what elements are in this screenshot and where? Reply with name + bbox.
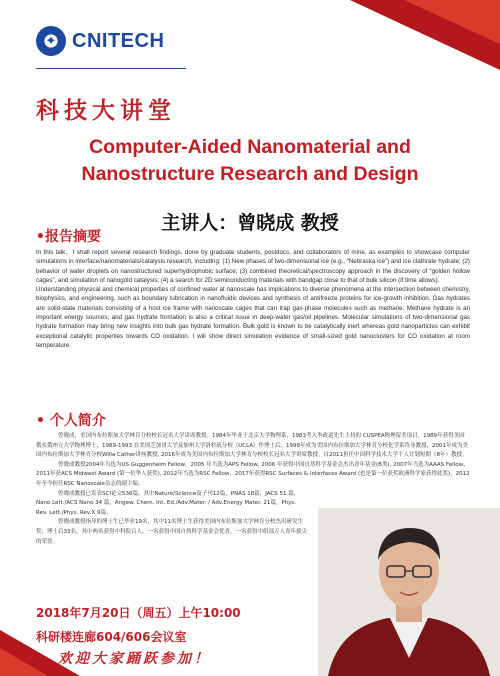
circle-emblem-icon: ✦ [36,26,66,56]
logo-divider [36,68,186,69]
bio-heading: • 个人简介 [36,413,106,429]
logo-text: CNITECH [72,29,165,52]
bio-paragraph: 曾晓成教授已发表SCI论文536篇，其中Nature/Science及子刊12篇，PNAS 18篇，JACS 51 篇，Nano Lett./ACS Nano 34 篇，Angew. Chem. Int. Ed./Adv.Mater. / Adv.Energy Mater. 21篇，Phys. Rev. Lett./Phys. Rev.X 9篇。 [36,490,300,516]
speaker-photo [318,508,500,676]
welcome-message: 欢迎大家踊跃参加！ [58,651,211,667]
lecture-series-heading: 科技大讲堂 [36,98,176,124]
logo [36,26,164,56]
bio-paragraph: 曾晓成，美国内布拉斯加大学林肯分校校长冠名大学讲席教授。1984年毕业于北京大学物理系，1983考入李政道先生主持的 CUSPEA物理留美项目，1989年获得美国俄亥俄州立大学物理博士，1989-1993 在美国芝加哥大学及加州大学洛杉矶分校（UCLA）作博士后。1998年成为美国内布拉斯加大学林肯分校化学系终身教授，2001年成为美国内布拉斯加大学林肯分校Willa Cather讲座教授, 2016年成为美国内布拉斯加大学林肯分校校长冠名大学讲席教授。自2011担任中国科学技术大学千人计划短期（8年）教授。 [36,433,469,459]
abstract-paragraph: In this talk，I shall report several research findings, done by graduate students, postdocs, and collaborators of mine, as examples to showcase computer simulations in interface/nanomaterials/catalysis research, including: (1) New phases of two-dimensional ice (e.g., “Nebraska ice”) and ice clathrate hydrate; (2) behavior of water droplets on nanostructured superhydrophobic surface; (3) combined theoretical/spectroscopy approach in the discovery of “golden hollow cages”, and simulation of nanogold catalysis; (4) a search for 2D semiconducting materials with bandgap close to that of bulk silicon (if time allows). [36,249,470,284]
corner-decoration-top-right-inner [404,0,500,44]
abstract-paragraph: Understanding physical and chemical properties of confined water at nanoscale has implications to diverse phenomena at the intersection between chemistry, biophysics, and engineering, such as boundary lubrication in nanofluidic devices and synthesis of antifreeze proteins for ice-growth inhibition. Gas hydrates are solid-state materials consisting of a host ice frame with nanoscale cages that can trap gas-phase molecules such as methane. Methane hydrate is an important energy sources; and gas hydrate formation is also a critical issue in deep-water gas/oil pipelines. Molecular simulations of two-dimensional gas hydrate formation may bring new insights into bulk gas hydrate formation. Bulk gold is known to be catalytically inert whereas gold nanoparticles can exhibit exceptional catalytic properties towards CO oxidation. I will show direct simulation evidence of small-sized gold nanoclusters for CO oxidation at room temperature. [36,286,470,349]
bio-paragraph: 曾晓成教授2004年当选为US Guggenheim Fellow，2005 年当选为APS Fellow, 2006 年获得中国自然科学基金会杰出青年基金(B类), 2007年当选为AAAS Fellow，2011年获ACS Midwest Award (第一位华人获奖), 2012年当选为RSC Fellow，2017年获得RSC Surfaces & Interfaces Award (也是第一位获奖欧洲科学家获得此奖)。2012年至今担任RSC Nanoscale杂志的副主编。 [36,461,470,487]
abstract-text [36,248,470,350]
speaker-name: 主讲人：曾晓成 教授 [161,212,339,234]
event-location: 科研楼连廊604/606会议室 [36,630,187,644]
talk-title: Computer-Aided Nanomaterial and Nanostructure Research and Design [81,136,419,185]
abstract-heading: •报告摘要 [36,229,101,245]
corner-decoration-bottom-left-inner [0,648,48,676]
event-date: 2018年7月20日（周五）上午10:00 [36,606,241,620]
bio-paragraph: 曾晓成教授指导的博士生已毕业19名，其中11名博士生获得美国内布拉斯加大学林肯分校杰出研究生奖；博士后33名，其中两名获得中科院百人，一名获得中国自然科学基金会优青，一名获得中组部万人青年拔尖的荣誉。 [36,519,308,545]
